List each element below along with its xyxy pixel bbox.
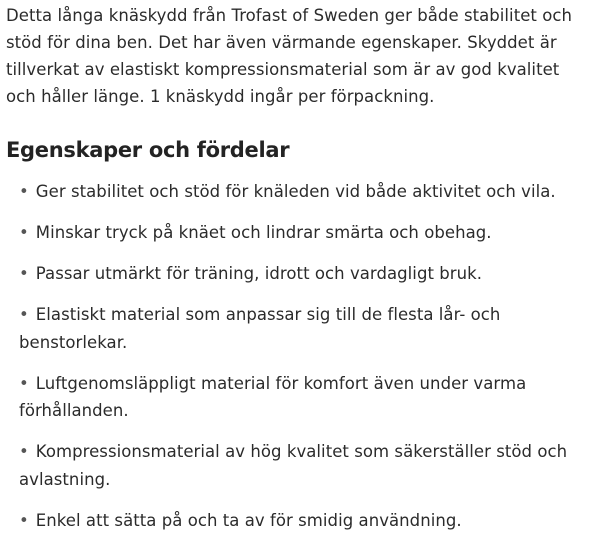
bullet-icon: • [19,223,29,242]
bullet-icon: • [19,442,29,461]
feature-item [6,301,592,356]
features-list [6,178,592,534]
feature-text: Passar utmärkt för träning, idrott och vardagligt bruk. [35,264,483,283]
feature-item [6,438,592,493]
bullet-icon: • [19,305,29,324]
feature-text: Ger stabilitet och stöd för knäleden vid både aktivitet och vila. [35,182,556,201]
feature-item [6,507,592,535]
feature-text: Enkel att sätta på och ta av för smidig användning. [35,510,462,530]
feature-item [6,370,592,425]
feature-text: Minskar tryck på knäet och lindrar smärta och obehag. [35,223,492,242]
product-description-text: Detta långa knäskydd från Trofast of Sweden ger både stabilitet och stöd för dina ben. Det har även värmande egenskaper. Skyddet är tillverkat av elastiskt kompressionsmaterial som är av god kvalitet och håller länge. 1 knäskydd ingår per förpackning. [6,6,573,106]
bullet-icon: • [19,264,29,283]
feature-text: Luftgenomsläppligt material för komfort även under varma förhållanden. [19,373,527,420]
feature-item [6,178,592,206]
feature-item [6,260,592,288]
bullet-icon: • [19,373,29,393]
features-heading: Egenskaper och fördelar [6,138,290,162]
bullet-icon: • [19,510,29,530]
feature-text: Elastiskt material som anpassar sig till de flesta lår- och benstorlekar. [19,305,501,352]
feature-text: Kompressionsmaterial av hög kvalitet som säkerställer stöd och avlastning. [19,442,568,489]
feature-item [6,219,592,247]
bullet-icon: • [19,182,29,201]
